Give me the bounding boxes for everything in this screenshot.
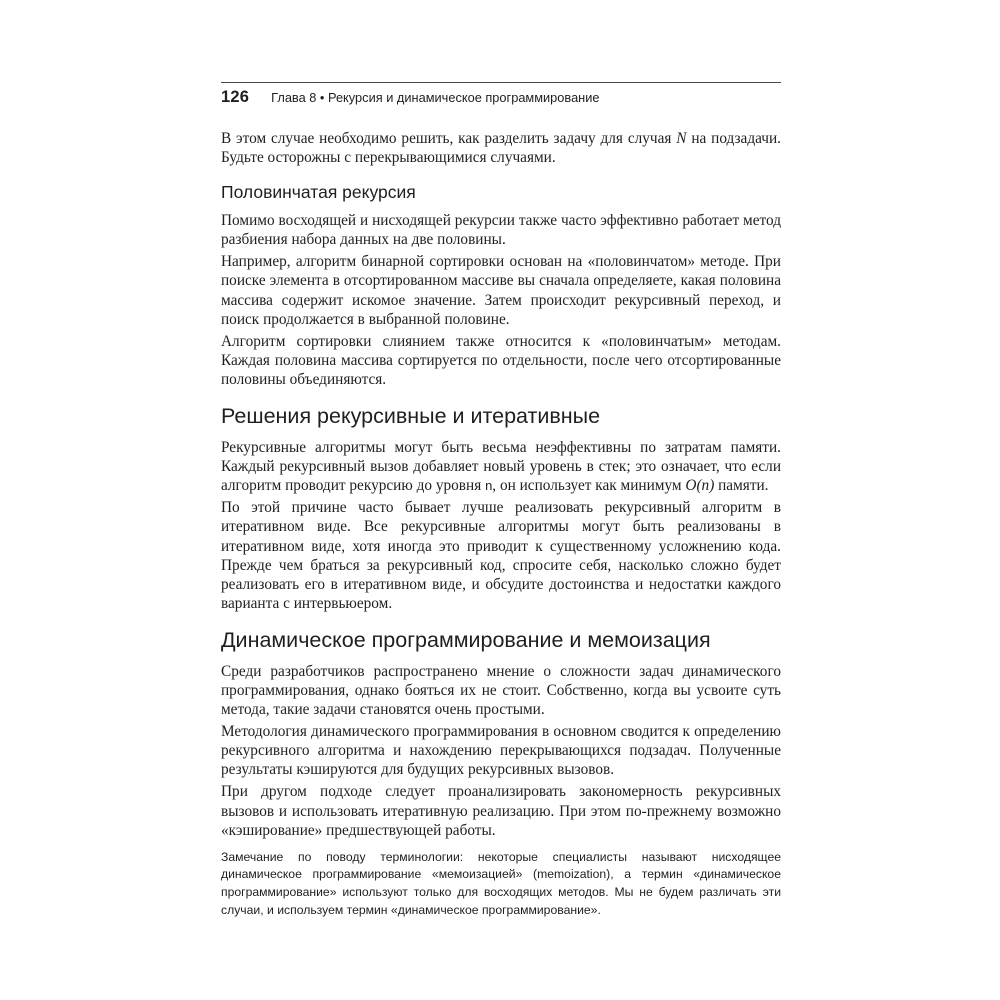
page-body xyxy=(221,129,781,919)
ri-math-big-o: O(n) xyxy=(685,477,715,495)
running-header xyxy=(221,82,781,112)
terminology-note: Замечание по поводу терминологии: некоторые специалисты называют нисходящее динамическое программирование «мемоизацией» (memoization), а термин «динамическое программирование» используют только для восходящих методов. Мы не будем различать эти случаи, и используем термин «динамическое программирование». xyxy=(221,849,781,917)
dp-paragraph-2: Методология динамического программирования в основном сводится к определению рекурсивного алгоритма и нахождению перекрывающихся подзадач. Полученные результаты кэшируются для будущих рекурсивных вызовов. xyxy=(221,723,781,779)
intro-paragraph xyxy=(221,129,781,167)
running-title: Глава 8 • Рекурсия и динамическое программирование xyxy=(271,90,600,105)
dp-paragraph-3: При другом подходе следует проанализировать закономерность рекурсивных вызовов и использовать итеративную реализацию. При этом по-прежнему возможно «кэширование» предшествующей работы. xyxy=(221,783,781,839)
book-page xyxy=(221,82,781,919)
page-number: 126 xyxy=(221,88,250,106)
ri-text-a: Рекурсивные алгоритмы могут быть весьма неэффективны по затратам памяти. Каждый рекурсивный вызов добавляет новый уровень в стек; это означает, что если алгоритм проводит рекурсию до уровня xyxy=(221,439,781,495)
half-recursion-paragraph-3: Алгоритм сортировки слиянием также относится к «половинчатым» методам. Каждая половина массива сортируется по отдельности, после чего отсортированные половины объединяются. xyxy=(221,332,781,388)
intro-text-a: В этом случае необходимо решить, как разделить задачу для случая xyxy=(221,130,677,147)
recursive-iterative-heading: Решения рекурсивные и итеративные xyxy=(221,404,601,429)
ri-text-c: памяти. xyxy=(714,477,769,495)
half-recursion-paragraph-2: Например, алгоритм бинарной сортировки основан на «половинчатом» методе. При поиске элемента в отсортированном массиве вы сначала определяете, какая половина массива содержит искомое значение. Затем происходит рекурсивный переход, и поиск продолжается в выбранной половине. xyxy=(221,253,781,328)
dp-paragraph-1: Среди разработчиков распространено мнение о сложности задач динамического программирования, однако бояться их не стоит. Собственно, когда вы усвоите суть метода, такие задачи становятся очень простыми. xyxy=(221,662,781,719)
ri-text-b: , он использует как минимум xyxy=(492,477,686,495)
half-recursion-paragraph-1: Помимо восходящей и нисходящей рекурсии также часто эффективно работает метод разбиения набора данных на две половины. xyxy=(221,212,781,249)
half-recursion-heading: Половинчатая рекурсия xyxy=(221,182,416,203)
intro-text-b: на подзадачи. Будьте осторожны с перекрывающимися случаями. xyxy=(221,130,782,167)
recursive-iterative-paragraph-2: По этой причине часто бывает лучше реализовать рекурсивный алгоритм в итеративном виде. Все рекурсивные алгоритмы могут быть реализованы в итеративном виде, хотя иногда это приводит к существенному усложнению кода. Прежде чем браться за рекурсивный код, спросите себя, насколько сложно будет реализовать его в итеративном виде, и обсудите достоинства и недостатки каждого варианта с интервьюером. xyxy=(221,499,781,612)
dynamic-programming-heading: Динамическое программирование и мемоизация xyxy=(221,627,711,652)
recursive-iterative-paragraph-1 xyxy=(221,438,781,495)
ri-code-n: n xyxy=(485,478,493,494)
intro-variable: N xyxy=(676,130,687,147)
